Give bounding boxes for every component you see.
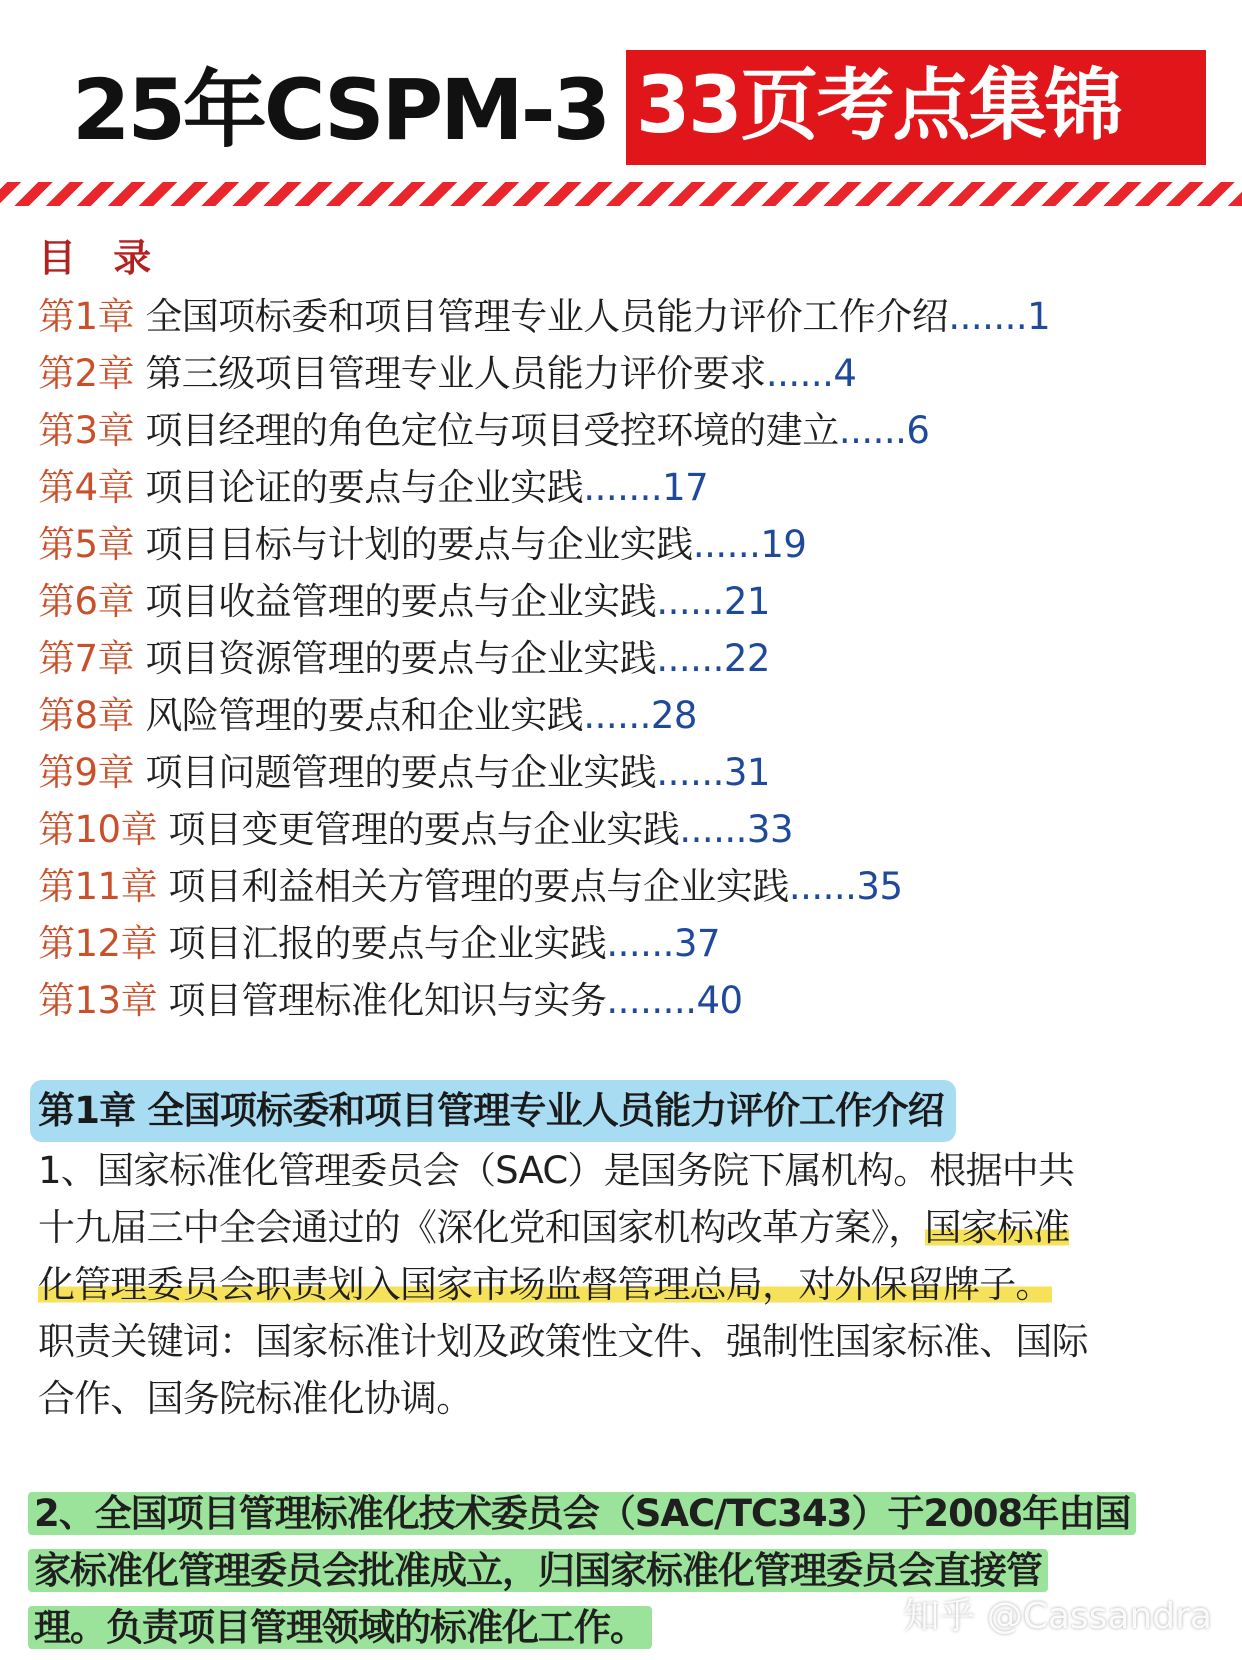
toc-title: 第三级项目管理专业人员能力评价要求: [145, 352, 766, 395]
toc-title: 项目管理标准化知识与实务: [168, 979, 607, 1022]
toc-page: ......31: [656, 751, 770, 794]
toc-page: .......1: [948, 295, 1051, 338]
toc-chapter: 第4章: [38, 466, 135, 509]
toc-item: [38, 288, 1228, 345]
page-subtitle: 33页考点集锦: [636, 61, 1121, 151]
toc-item: [38, 915, 1228, 972]
paragraph-line: 1、国家标准化管理委员会（SAC）是国务院下属机构。根据中共: [38, 1149, 1075, 1192]
toc-chapter: 第12章: [38, 922, 158, 965]
toc-item: [38, 402, 1228, 459]
highlighted-text: 家标准化管理委员会批准成立，归国家标准化管理委员会直接管: [28, 1549, 1048, 1592]
toc-title: 项目收益管理的要点与企业实践: [145, 580, 657, 623]
toc-page: ......21: [656, 580, 770, 623]
toc-item: [38, 744, 1228, 801]
toc-page: .......17: [583, 466, 709, 509]
paragraph-line: 职责关键词：国家标准计划及政策性文件、强制性国家标准、国际: [38, 1320, 1088, 1363]
toc-item: [38, 459, 1228, 516]
toc-item: [38, 687, 1228, 744]
toc-title: 项目资源管理的要点与企业实践: [145, 637, 657, 680]
highlighted-text: 2、全国项目管理标准化技术委员会（SAC/TC343）于2008年由国: [28, 1492, 1136, 1535]
toc-page: ......33: [679, 808, 794, 851]
toc-page: ......19: [692, 523, 807, 566]
toc-title: 风险管理的要点和企业实践: [145, 694, 584, 737]
paragraph-1: [38, 1142, 1228, 1427]
toc-chapter: 第6章: [38, 580, 135, 623]
toc-chapter: 第11章: [38, 865, 158, 908]
page-title: 25年CSPM-3: [72, 61, 609, 159]
toc-title: 项目汇报的要点与企业实践: [168, 922, 607, 965]
title-badge: [626, 50, 1206, 165]
highlighted-text: 国家标准: [924, 1206, 1070, 1249]
hazard-stripe-divider: [0, 182, 1242, 206]
toc-item: [38, 858, 1228, 915]
toc-item: [38, 345, 1228, 402]
table-of-contents: [38, 228, 1228, 1029]
toc-item: [38, 801, 1228, 858]
section-title: 第1章 全国项标委和项目管理专业人员能力评价工作介绍: [30, 1080, 956, 1142]
toc-title: 项目目标与计划的要点与企业实践: [145, 523, 693, 566]
toc-item: [38, 630, 1228, 687]
toc-page: ......28: [583, 694, 697, 737]
toc-chapter: 第1章: [38, 295, 135, 338]
toc-chapter: 第5章: [38, 523, 135, 566]
toc-item: [38, 573, 1228, 630]
toc-chapter: 第2章: [38, 352, 135, 395]
toc-title: 项目问题管理的要点与企业实践: [145, 751, 657, 794]
toc-chapter: 第10章: [38, 808, 158, 851]
toc-chapter: 第13章: [38, 979, 158, 1022]
toc-chapter: 第9章: [38, 751, 135, 794]
paragraph-text: 十九届三中全会通过的《深化党和国家机构改革方案》，: [38, 1206, 925, 1249]
paragraph-line: [38, 1199, 1228, 1256]
toc-heading: 目 录: [38, 236, 164, 280]
toc-title: 项目变更管理的要点与企业实践: [168, 808, 680, 851]
watermark: 知乎 @Cassandra: [903, 1596, 1212, 1637]
toc-title: 全国项标委和项目管理专业人员能力评价工作介绍: [145, 295, 949, 338]
toc-title: 项目利益相关方管理的要点与企业实践: [168, 865, 789, 908]
toc-page: ......4: [765, 352, 857, 395]
paragraph-line: 合作、国务院标准化协调。: [38, 1377, 473, 1420]
paragraph-line: [38, 1256, 1228, 1313]
toc-chapter: 第3章: [38, 409, 135, 452]
toc-page: ......35: [788, 865, 903, 908]
toc-chapter: 第8章: [38, 694, 135, 737]
toc-page: ......37: [606, 922, 721, 965]
toc-page: ......6: [838, 409, 930, 452]
toc-title: 项目经理的角色定位与项目受控环境的建立: [145, 409, 839, 452]
paragraph-line: [28, 1485, 1228, 1542]
header: [0, 0, 1242, 175]
toc-page: ........40: [606, 979, 743, 1022]
toc-title: 项目论证的要点与企业实践: [145, 466, 584, 509]
toc-item: [38, 972, 1228, 1029]
highlighted-text: 理。负责项目管理领域的标准化工作。: [28, 1606, 652, 1649]
highlighted-text: 化管理委员会职责划入国家市场监督管理总局，对外保留牌子。: [38, 1263, 1052, 1306]
toc-item: [38, 516, 1228, 573]
toc-page: ......22: [656, 637, 770, 680]
toc-chapter: 第7章: [38, 637, 135, 680]
